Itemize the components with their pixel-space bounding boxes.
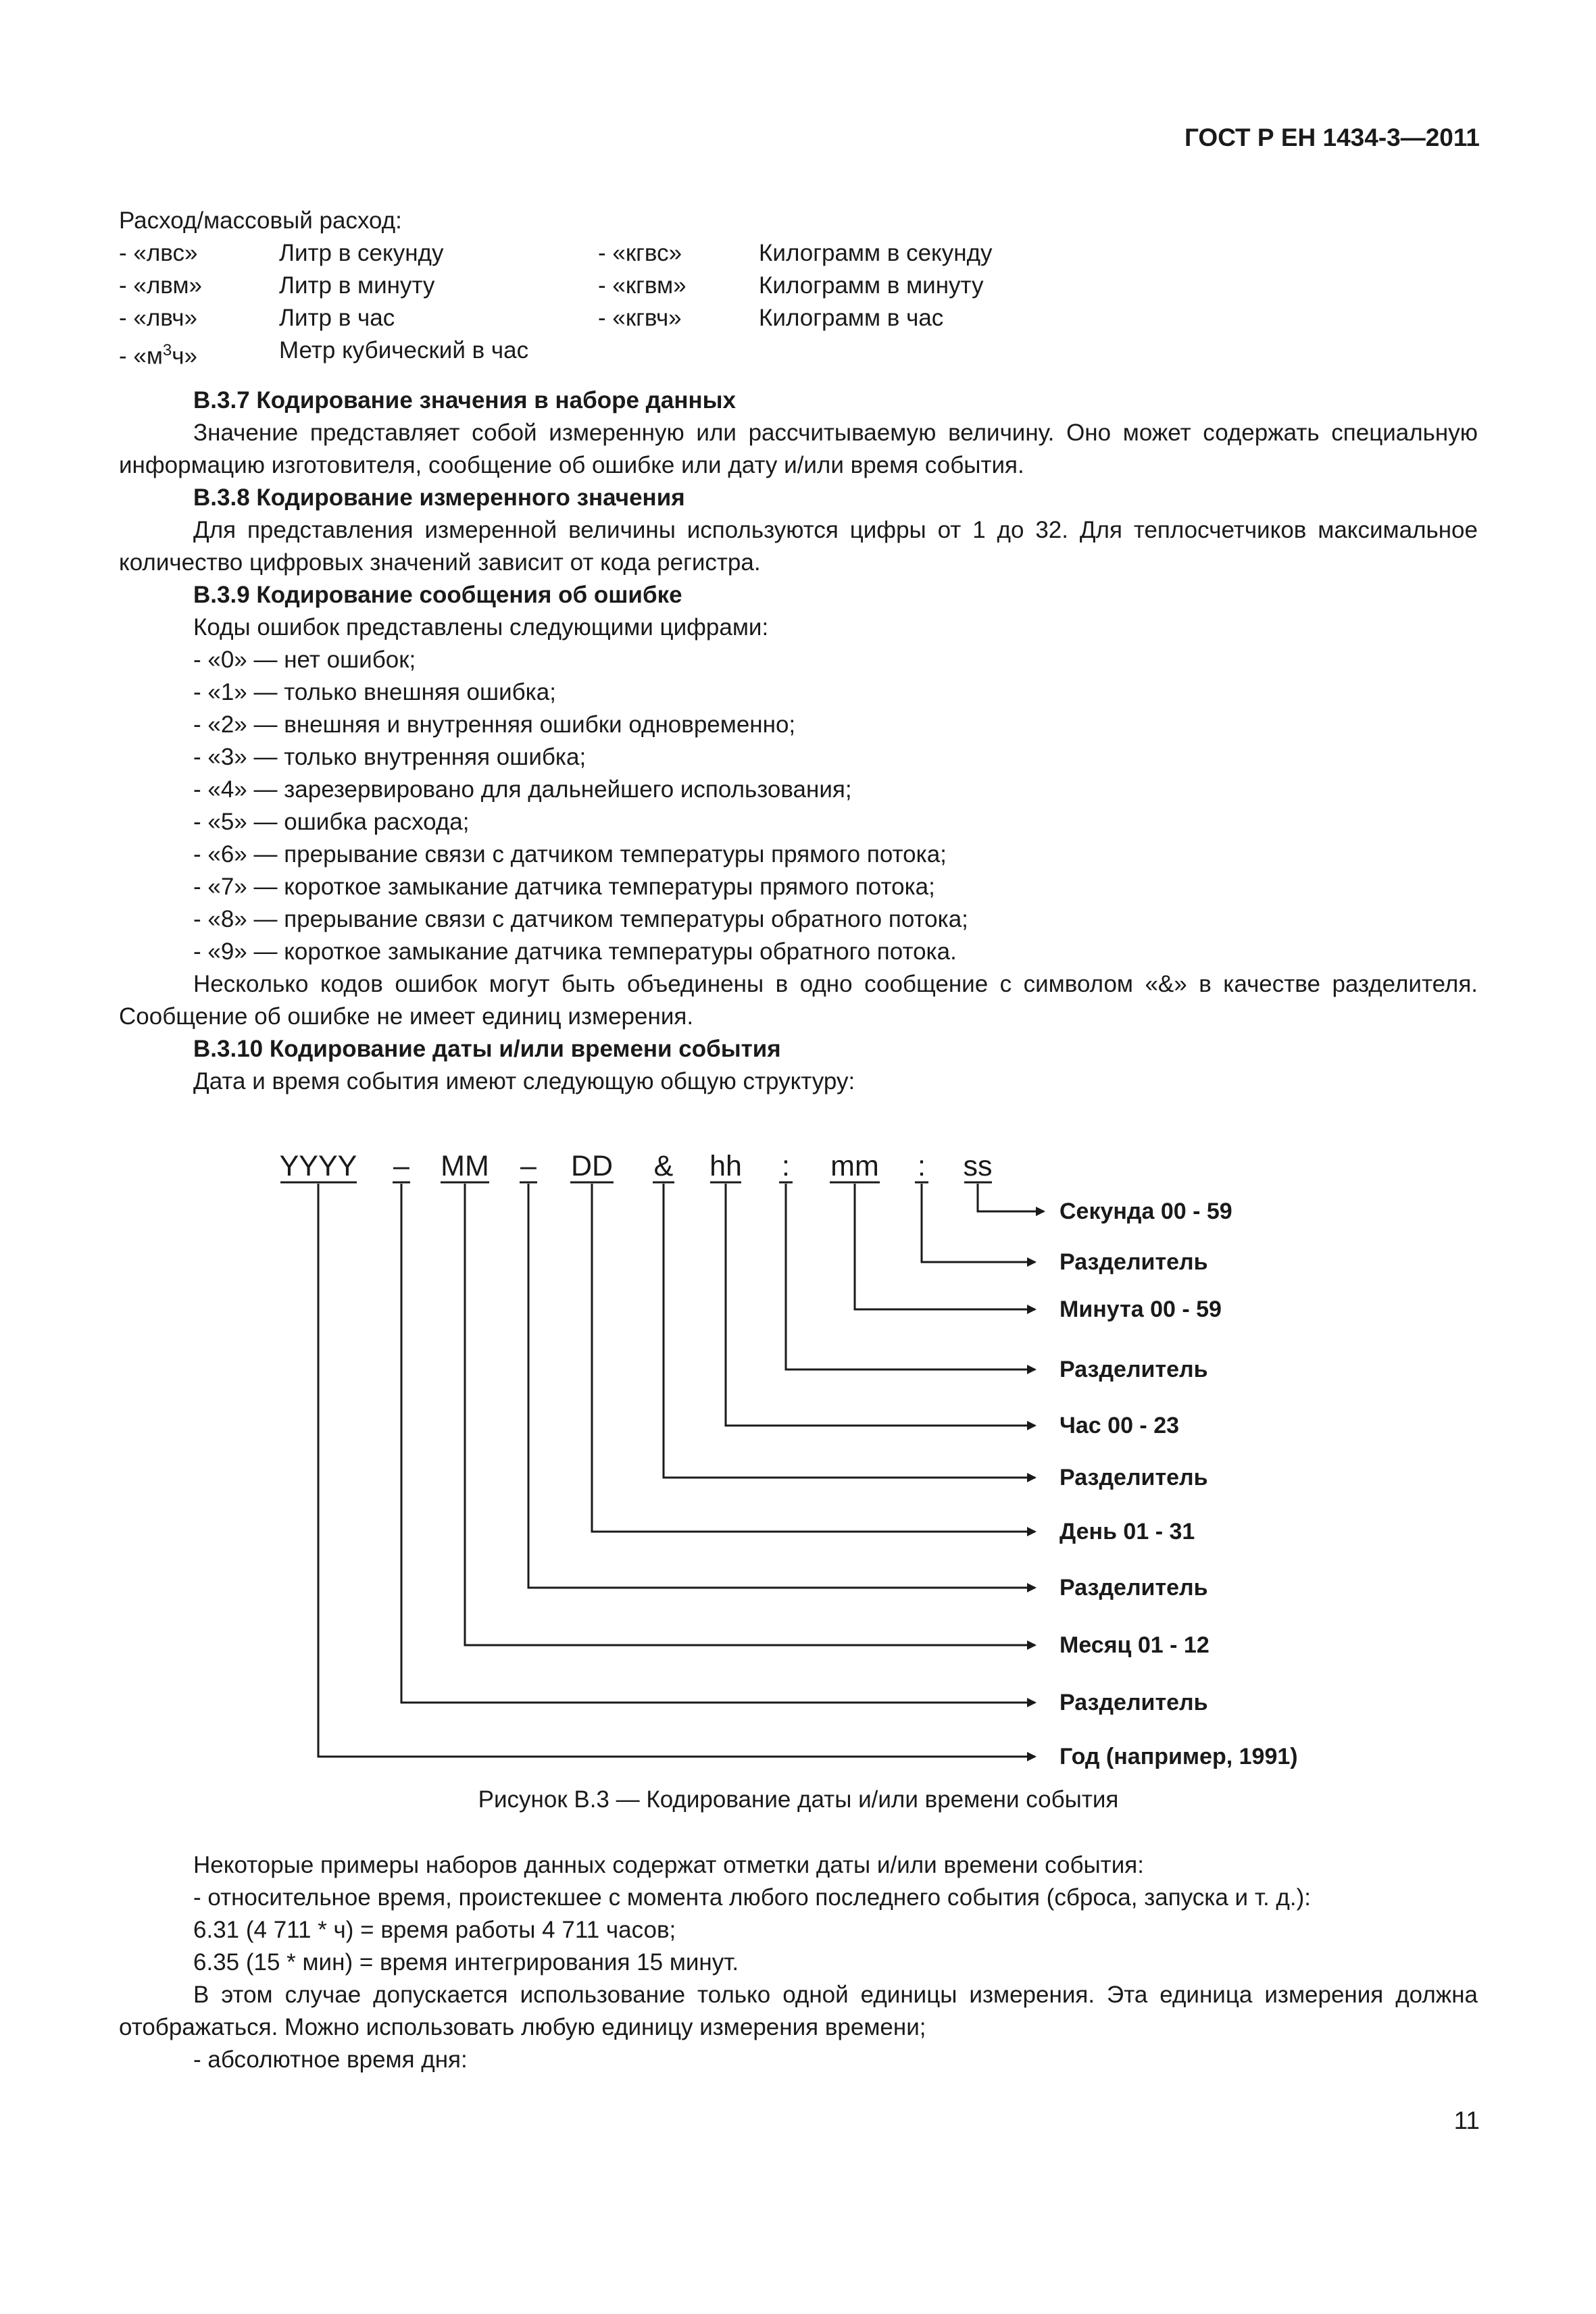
error-code-item: - «9» — короткое замыкание датчика температуры обратного потока. bbox=[193, 938, 957, 965]
diagram-label: Месяц 01 - 12 bbox=[1059, 1632, 1210, 1658]
diagram-label: Секунда 00 - 59 bbox=[1059, 1199, 1232, 1224]
token-month: MM bbox=[441, 1150, 489, 1182]
error-code-item: - «2» — внешняя и внутренняя ошибки одновременно; bbox=[193, 711, 796, 738]
unit-label: Литр в минуту bbox=[279, 272, 435, 299]
error-codes-note: Несколько кодов ошибок могут быть объединены в одно сообщение с символом «&» в качестве разделителя. Сообщение об ошибке не имеет единиц измерения. bbox=[119, 971, 1478, 1030]
token-separator: : bbox=[782, 1150, 790, 1182]
token-day: DD bbox=[570, 1150, 614, 1182]
m3-superscript: 3 bbox=[162, 341, 172, 359]
example-line: 6.31 (4 711 * ч) = время работы 4 711 часов; bbox=[193, 1917, 676, 1943]
figure-caption: Рисунок В.3 — Кодирование даты и/или времени события bbox=[478, 1786, 1119, 1813]
unit-label: Килограмм в минуту bbox=[759, 272, 984, 299]
token-separator: : bbox=[918, 1150, 926, 1182]
token-second: ss bbox=[963, 1150, 993, 1182]
unit-label: Метр кубический в час bbox=[279, 337, 529, 363]
error-code-item: - «7» — короткое замыкание датчика температуры прямого потока; bbox=[193, 874, 935, 900]
token-hour: hh bbox=[709, 1150, 742, 1182]
section-heading: В.3.10 Кодирование даты и/или времени события bbox=[193, 1036, 781, 1062]
examples-note: В этом случае допускается использование только одной единицы измерения. Эта единица измерения должна отображаться. Можно использовать любую единицу измерения времени; bbox=[119, 1982, 1478, 2040]
error-code-item: - «0» — нет ошибок; bbox=[193, 647, 416, 673]
page-number: 11 bbox=[1453, 2107, 1480, 2134]
unit-code: - «лвс» bbox=[119, 240, 198, 266]
error-code-item: - «4» — зарезервировано для дальнейшего использования; bbox=[193, 776, 852, 803]
flow-title: Расход/массовый расход: bbox=[119, 207, 402, 234]
section-paragraph: Значение представляет собой измеренную или рассчитываемую величину. Оно может содержать специальную информацию изготовителя, сообщение об ошибке или дату и/или время события. bbox=[119, 420, 1478, 478]
unit-code: - «кгвс» bbox=[598, 240, 682, 266]
token-minute: mm bbox=[830, 1150, 879, 1182]
examples-absolute: - абсолютное время дня: bbox=[193, 2046, 468, 2073]
diagram-label: День 01 - 31 bbox=[1059, 1519, 1195, 1544]
error-code-item: - «3» — только внутренняя ошибка; bbox=[193, 744, 587, 770]
unit-code: - «лвм» bbox=[119, 272, 202, 299]
token-separator: & bbox=[653, 1150, 674, 1182]
unit-code: - «кгвм» bbox=[598, 272, 687, 299]
error-code-item: - «8» — прерывание связи с датчиком температуры обратного потока; bbox=[193, 906, 968, 932]
error-codes-intro: Коды ошибок представлены следующими цифрами: bbox=[193, 614, 769, 640]
diagram-label: Разделитель bbox=[1059, 1465, 1208, 1490]
error-code-item: - «6» — прерывание связи с датчиком температуры прямого потока; bbox=[193, 841, 947, 867]
connector-arrow bbox=[664, 1184, 1035, 1478]
diagram-label: Разделитель bbox=[1059, 1357, 1208, 1382]
diagram-label: Разделитель bbox=[1059, 1249, 1208, 1275]
m3-suffix: ч» bbox=[172, 343, 197, 370]
connector-arrow bbox=[726, 1184, 1035, 1426]
diagram-label: Час 00 - 23 bbox=[1059, 1413, 1180, 1438]
standard-header: ГОСТ Р ЕН 1434-3—2011 bbox=[1184, 124, 1480, 151]
examples-intro: Некоторые примеры наборов данных содержат отметки даты и/или времени события: bbox=[193, 1852, 1144, 1878]
diagram-label: Минута 00 - 59 bbox=[1059, 1297, 1222, 1322]
section-heading: В.3.8 Кодирование измеренного значения bbox=[193, 484, 685, 511]
unit-label: Килограмм в секунду bbox=[759, 240, 993, 266]
section-heading: В.3.9 Кодирование сообщения об ошибке bbox=[193, 582, 682, 608]
connector-arrow bbox=[855, 1184, 1035, 1309]
diagram-label: Год (например, 1991) bbox=[1059, 1744, 1298, 1769]
unit-label: Килограмм в час bbox=[759, 305, 944, 331]
connector-arrow bbox=[592, 1184, 1035, 1532]
examples-relative: - относительное время, проистекшее с момента любого последнего события (сброса, запуска и т. д.): bbox=[193, 1884, 1311, 1911]
token-separator: – bbox=[393, 1150, 409, 1182]
section-paragraph: Для представления измеренной величины используются цифры от 1 до 32. Для теплосчетчиков максимальное количество цифровых значений зависит от кода регистра. bbox=[119, 517, 1478, 576]
diagram-label: Разделитель bbox=[1059, 1575, 1208, 1601]
connector-arrow bbox=[528, 1184, 1035, 1588]
connector-arrow bbox=[978, 1184, 1044, 1211]
token-separator: – bbox=[520, 1150, 537, 1182]
error-code-item: - «5» — ошибка расхода; bbox=[193, 809, 470, 835]
section-heading: В.3.7 Кодирование значения в наборе данных bbox=[193, 387, 736, 413]
datetime-intro: Дата и время события имеют следующую общую структуру: bbox=[193, 1068, 855, 1095]
error-code-item: - «1» — только внешняя ошибка; bbox=[193, 679, 556, 705]
connector-arrow bbox=[318, 1184, 1035, 1757]
m3-prefix: - «м bbox=[119, 343, 163, 370]
unit-code: - «лвч» bbox=[119, 305, 197, 331]
connector-arrow bbox=[465, 1184, 1035, 1645]
unit-code: - «кгвч» bbox=[598, 305, 682, 331]
unit-label: Литр в секунду bbox=[279, 240, 444, 266]
token-year: YYYY bbox=[279, 1150, 357, 1182]
example-line: 6.35 (15 * мин) = время интегрирования 15 минут. bbox=[193, 1949, 739, 1976]
diagram-label: Разделитель bbox=[1059, 1690, 1208, 1715]
unit-label: Литр в час bbox=[279, 305, 395, 331]
